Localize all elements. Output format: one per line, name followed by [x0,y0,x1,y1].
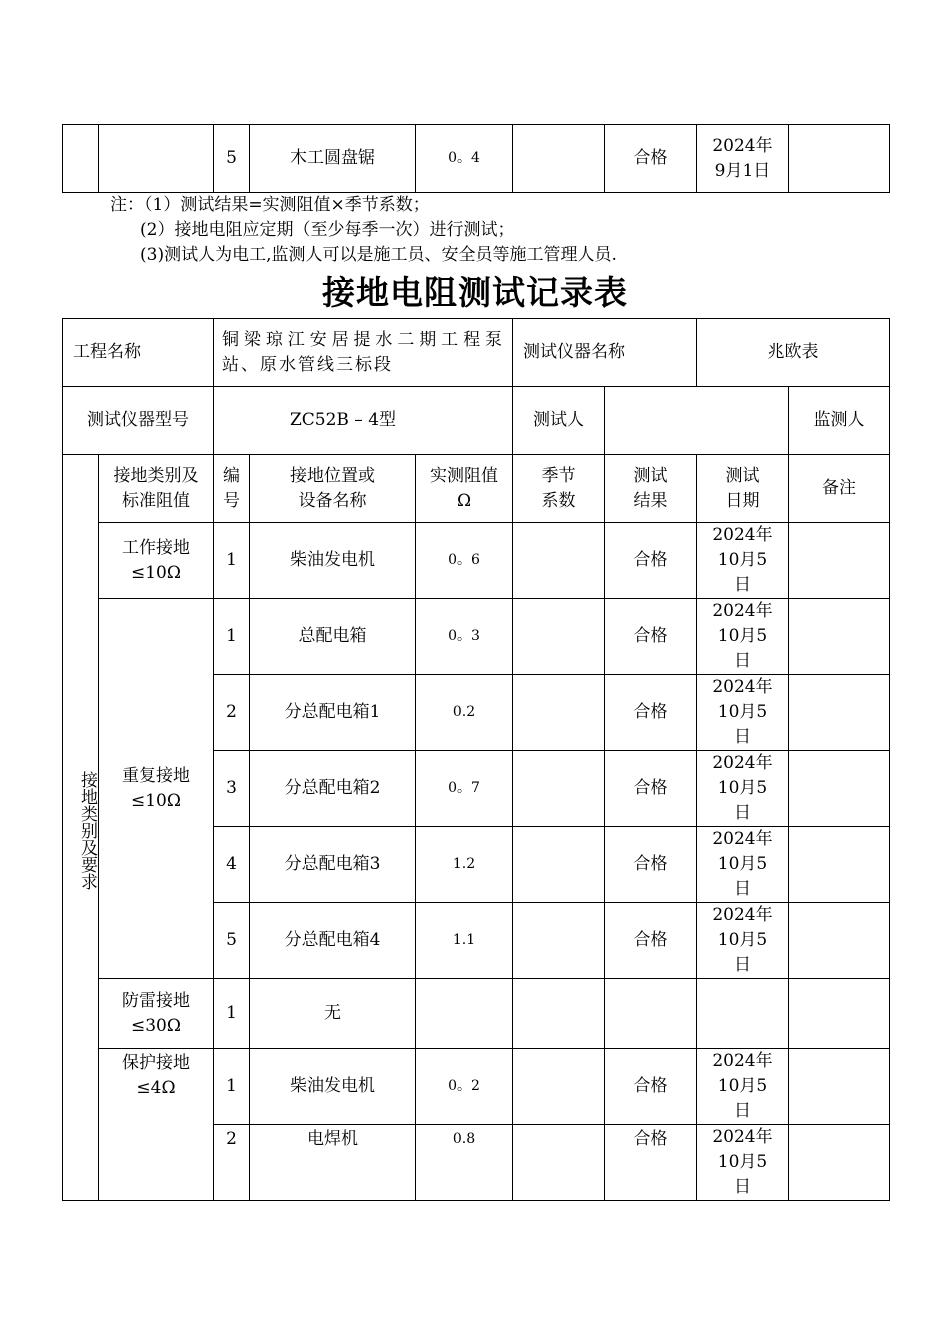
instrument-model-value: ZC52B – 4型 [214,387,513,455]
header-line: 编 [223,465,240,486]
date-line: 10月5 [717,626,768,646]
category-line: ≤30Ω [131,1015,181,1036]
device-cell: 无 [250,979,416,1049]
date-cell [697,523,789,599]
category-line: ≤4Ω [136,1078,176,1098]
category-standard-cell [99,523,214,599]
category-line: 防雷接地 [122,990,190,1011]
category-standard-header [99,455,214,523]
date-line: 10月5 [717,550,768,570]
measured-cell: 0.2 [416,675,513,751]
header-line: 系数 [541,490,576,511]
category-line: ≤10Ω [131,790,181,811]
project-label: 工程名称 [63,319,214,387]
no-cell: 2 [214,675,250,751]
measured-header [416,455,513,523]
season-cell [513,125,605,193]
remark-cell [789,599,890,675]
date-cell [697,979,789,1049]
measured-cell: 0。7 [416,751,513,827]
table-row [63,979,890,1049]
season-cell [513,1049,605,1125]
date-line: 2024年 [712,1127,773,1147]
result-cell: 合格 [605,1049,697,1125]
date-line: 日 [734,1101,751,1121]
location-header [250,455,416,523]
result-cell [605,979,697,1049]
date-header [697,455,789,523]
date-line: 2024年 [712,677,773,697]
header-line: 日期 [725,490,760,511]
season-cell [513,599,605,675]
header-line: Ω [456,490,472,511]
no-cell: 1 [214,523,250,599]
result-cell: 合格 [605,903,697,979]
header-line: 季节 [541,465,576,486]
remark-cell [789,523,890,599]
date-line: 10月5 [717,1076,768,1096]
remark-cell [789,1049,890,1125]
date-cell [697,1049,789,1125]
result-cell: 合格 [605,675,697,751]
category-standard-cell [99,125,214,193]
header-line: 设备名称 [298,490,367,511]
date-line: 日 [734,727,751,747]
monitor-label: 监测人 [813,410,865,430]
remark-cell [789,675,890,751]
no-header [214,455,250,523]
monitor-cell [789,387,890,455]
device-cell: 分总配电箱4 [250,903,416,979]
no-cell: 4 [214,827,250,903]
result-cell: 合格 [605,125,697,193]
device-cell: 总配电箱 [250,599,416,675]
date-line: 2024年 [712,829,773,849]
measured-cell: 1.1 [416,903,513,979]
season-cell [513,675,605,751]
tester-label: 测试人 [513,387,605,455]
device-cell: 柴油发电机 [250,523,416,599]
date-cell [697,599,789,675]
date-cell [697,903,789,979]
season-cell [513,523,605,599]
no-cell: 1 [214,599,250,675]
remark-cell [789,1125,890,1201]
date-line: 2024年 [712,753,773,773]
date-line: 10月5 [717,778,768,798]
date-line: 日 [734,955,751,975]
info-row-instrument [63,387,890,455]
table-row [63,523,890,599]
table-row [63,1049,890,1125]
result-cell: 合格 [605,751,697,827]
category-line: 重复接地 [122,765,190,786]
remark-cell [789,979,890,1049]
category-standard-cell [99,599,214,979]
measured-cell: 1.2 [416,827,513,903]
category-line: 工作接地 [122,537,190,558]
season-cell [513,751,605,827]
instrument-name-value: 兆欧表 [697,319,890,387]
device-cell: 木工圆盘锯 [250,125,416,193]
header-line: 标准阻值 [122,490,190,511]
no-cell: 1 [214,1049,250,1125]
header-line: 号 [223,490,240,511]
project-value: 铜梁琼江安居提水二期工程泵站、原水管线三标段 [214,319,513,387]
note-line: (2）接地电阻应定期（至少每季一次）进行测试； [140,220,515,240]
no-cell: 5 [214,125,250,193]
device-cell: 分总配电箱2 [250,751,416,827]
device-cell: 分总配电箱1 [250,675,416,751]
date-line: 2024年 [712,135,773,156]
header-line: 接地类别及 [113,465,199,486]
category-standard-cell [99,979,214,1049]
date-line: 2024年 [712,601,773,621]
result-cell: 合格 [605,599,697,675]
note-line: 注：（1）测试结果=实测阻值×季节系数； [110,195,430,215]
category-requirement-header: 接地类别及要求 [63,455,99,1201]
date-line: 10月5 [717,1152,768,1172]
remark-header: 备注 [789,455,890,523]
header-line: 结果 [633,490,668,511]
header-line: 实测阻值 [430,465,498,486]
device-cell: 柴油发电机 [250,1049,416,1125]
date-cell [697,827,789,903]
date-line: 2024年 [712,525,773,545]
season-cell [513,903,605,979]
header-row [63,455,890,523]
remark-cell [789,827,890,903]
result-cell: 合格 [605,523,697,599]
remark-cell [789,751,890,827]
no-cell: 3 [214,751,250,827]
instrument-name-label: 测试仪器名称 [513,319,697,387]
note-line: (3)测试人为电工,监测人可以是施工员、安全员等施工管理人员. [140,245,617,265]
season-cell [513,979,605,1049]
no-cell: 5 [214,903,250,979]
date-cell [697,751,789,827]
category-standard-cell [99,1049,214,1201]
date-cell [697,675,789,751]
date-line: 日 [734,879,751,899]
season-header [513,455,605,523]
measured-cell: 0。4 [416,125,513,193]
season-cell [513,1125,605,1201]
no-cell: 2 [214,1125,250,1201]
table-row [63,599,890,675]
date-line: 日 [734,1177,751,1197]
tester-value [605,387,789,455]
category-cell [63,125,99,193]
date-line: 日 [734,803,751,823]
remark-cell [789,125,890,193]
result-cell: 合格 [605,1125,697,1201]
measured-cell: 0。2 [416,1049,513,1125]
date-line: 10月5 [717,854,768,874]
no-cell: 1 [214,979,250,1049]
page-title: 接地电阻测试记录表 [322,273,628,312]
result-header [605,455,697,523]
measured-cell: 0。3 [416,599,513,675]
measured-cell: 0。6 [416,523,513,599]
date-line: 2024年 [712,905,773,925]
date-line: 日 [734,651,751,671]
table-row [63,125,890,193]
result-cell: 合格 [605,827,697,903]
measured-cell [416,979,513,1049]
header-line: 接地位置或 [290,465,375,486]
date-line: 10月5 [717,930,768,950]
season-cell [513,827,605,903]
date-cell [697,1125,789,1201]
date-line: 10月5 [717,702,768,722]
date-line: 日 [734,575,751,595]
previous-page-table [62,124,890,193]
grounding-resistance-table [62,318,890,1201]
header-line: 测试 [633,465,668,486]
category-line: ≤10Ω [131,562,181,583]
date-line: 9月1日 [714,160,771,181]
date-line: 2024年 [712,1051,773,1071]
device-cell: 分总配电箱3 [250,827,416,903]
measured-cell: 0.8 [416,1125,513,1201]
date-cell [697,125,789,193]
instrument-model-label: 测试仪器型号 [63,387,214,455]
remark-cell [789,903,890,979]
category-line: 保护接地 [122,1053,190,1073]
device-cell: 电焊机 [250,1125,416,1201]
header-line: 测试 [725,465,760,486]
info-row-project [63,319,890,387]
